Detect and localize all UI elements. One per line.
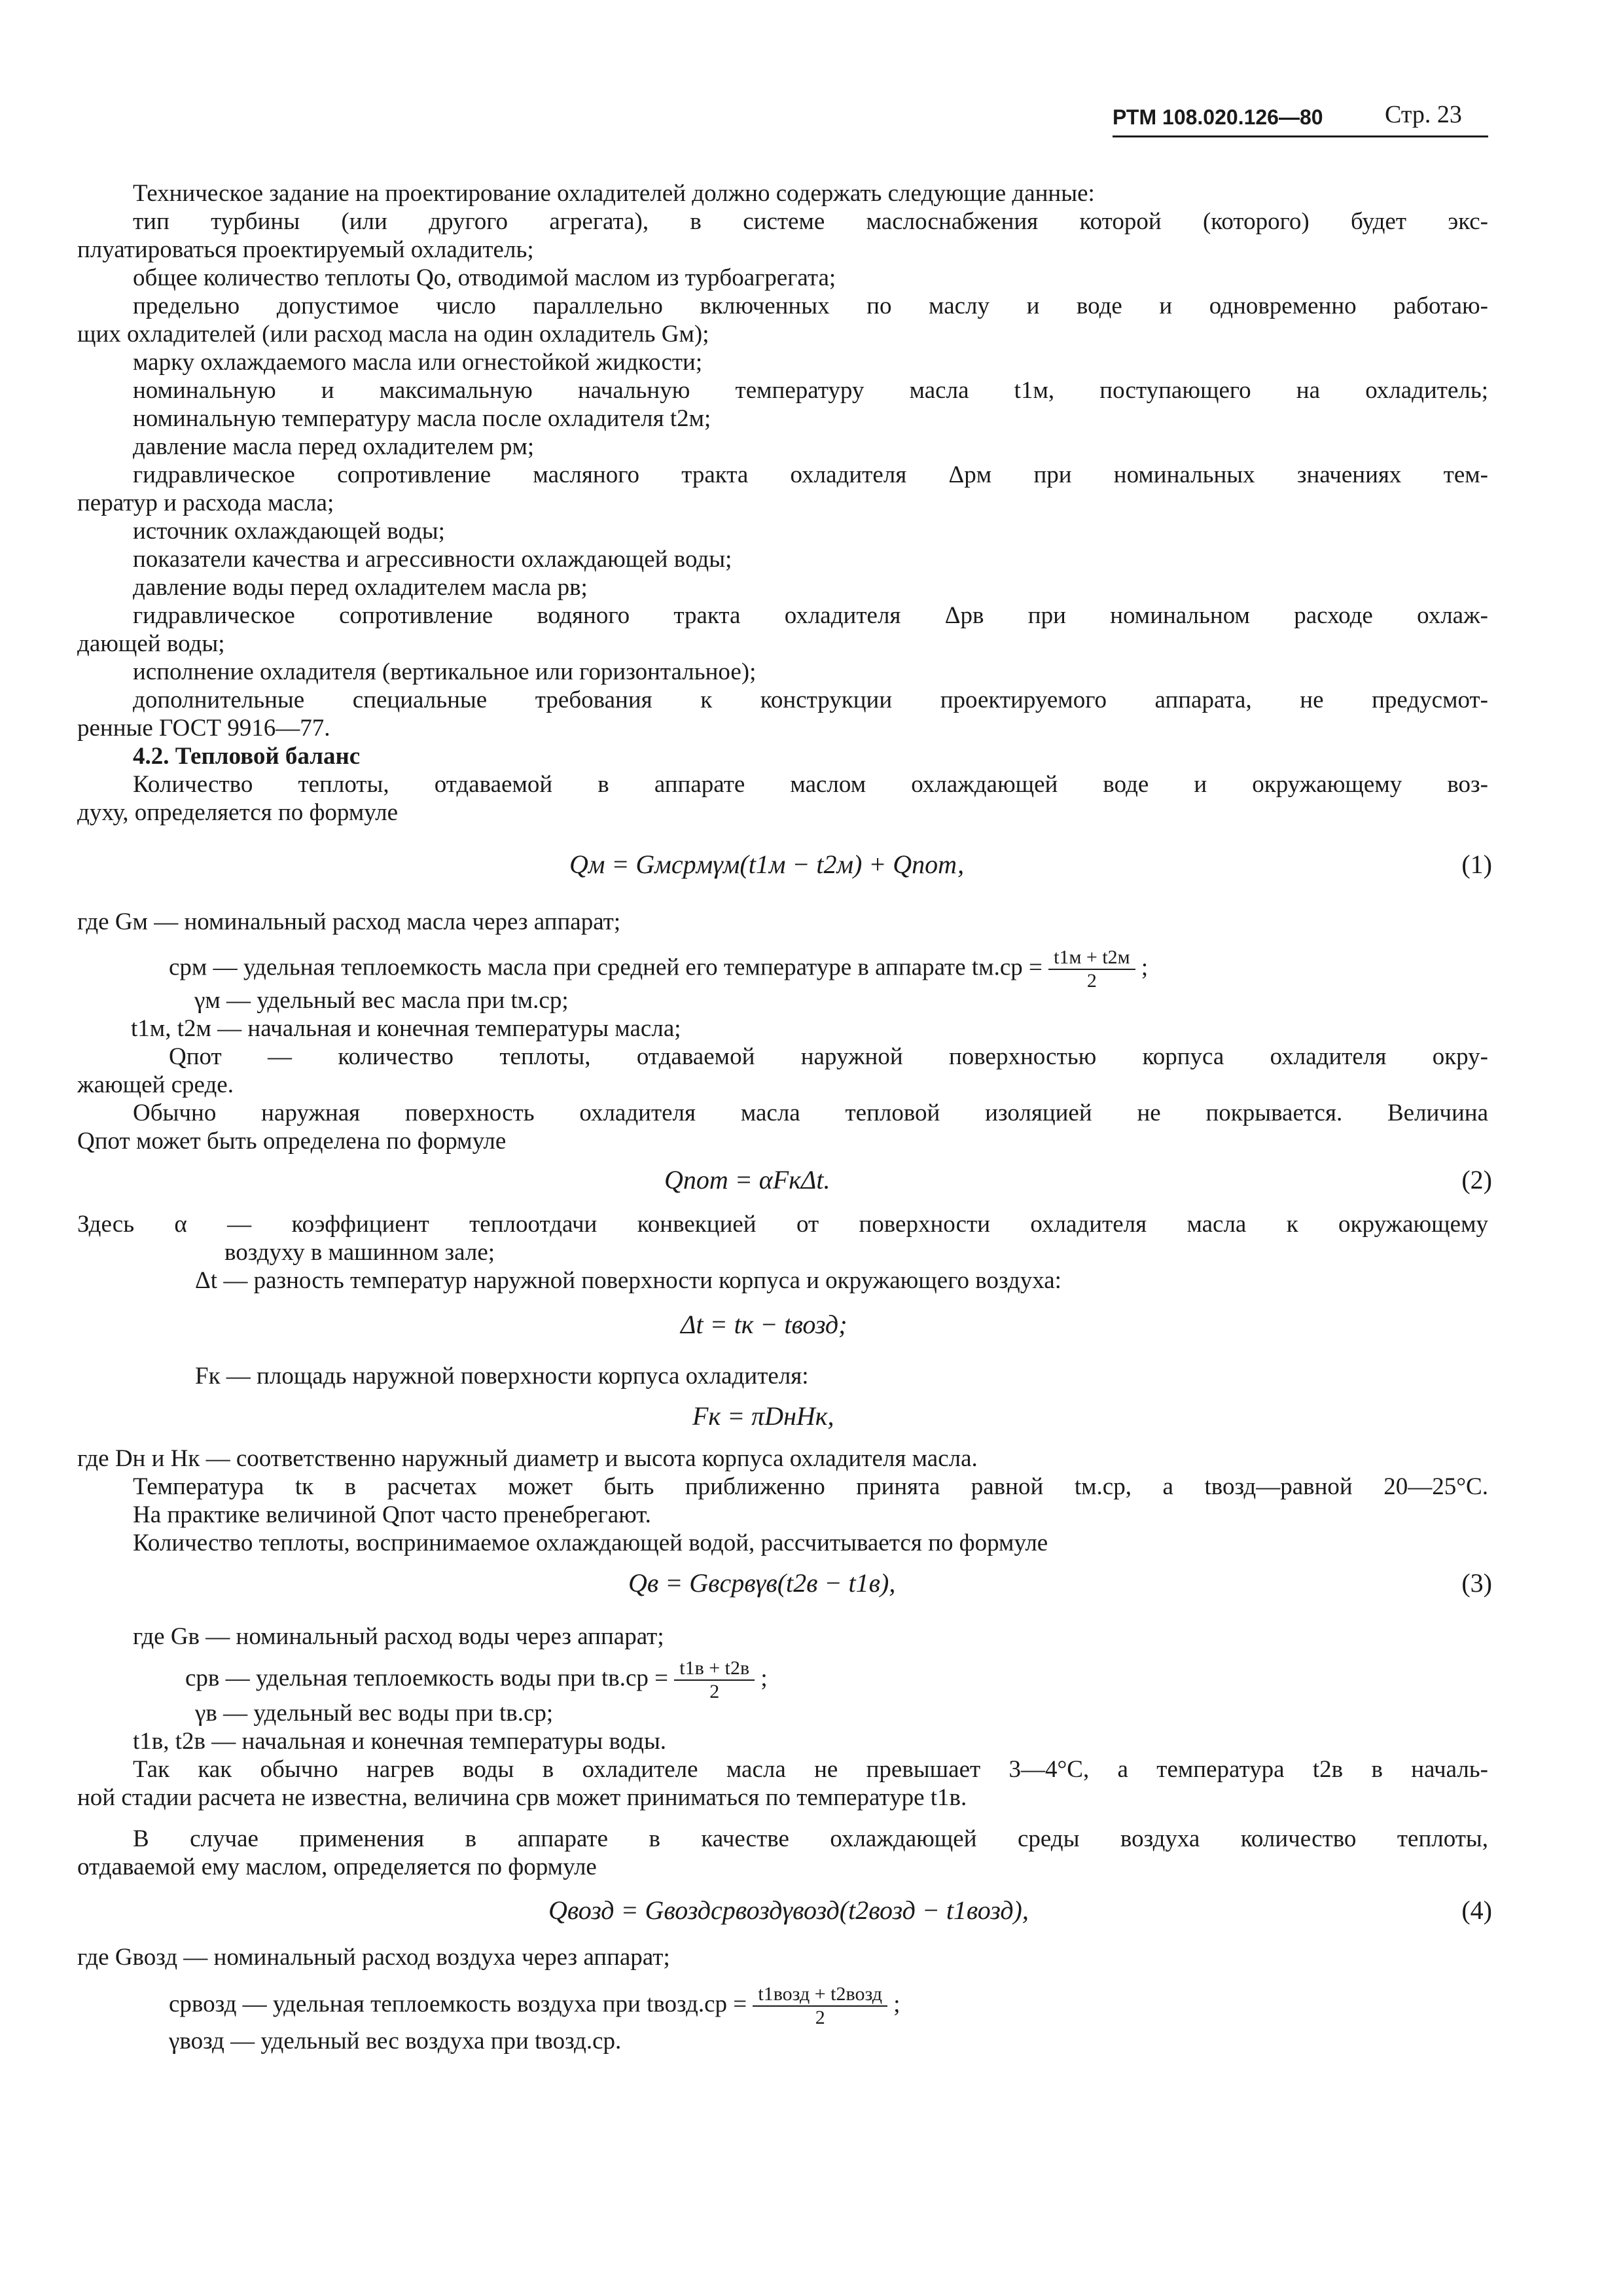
text-line: щих охладителей (или расход масла на один охладитель Gм); (77, 321, 709, 348)
text-line (169, 1983, 901, 2029)
equation-3: Qв = Gвcpвγв(t2в − t1в), (628, 1568, 896, 1598)
equation-1: Qм = Gмcpмγм(t1м − t2м) + Qпот, (569, 850, 965, 879)
text-line: Техническое задание на проектирование охладителей должно содержать следующие данные: (133, 180, 1095, 207)
text-line: ператур и расхода масла; (77, 490, 334, 516)
equation-number: (3) (1461, 1568, 1492, 1598)
fraction-numerator: t1возд + t2возд (753, 1983, 887, 2007)
text-line: дополнительные специальные требования к конструкции проектируемого аппарата, не предусмот- (133, 687, 1488, 713)
equation-dt: Δt = tк − tвозд; (681, 1310, 847, 1339)
text-line: источник охлаждающей воды; (133, 518, 445, 545)
text-line: ренные ГОСТ 9916—77. (77, 715, 330, 742)
equation-2: Qпот = αFкΔt. (664, 1165, 830, 1194)
equation-number: (1) (1461, 850, 1492, 879)
equation-number: (4) (1461, 1895, 1492, 1925)
text-line: духу, определяется по формуле (77, 799, 399, 826)
text-line: γвозд — удельный вес воздуха при tвозд.ср. (169, 2028, 622, 2054)
text-line: ной стадии расчета не известна, величина cpв может приниматься по температуре t1в. (77, 1784, 967, 1811)
text-line: тип турбины (или другого агрегата), в системе маслоснабжения которой (которого) будет экс- (133, 208, 1488, 235)
text-line: Так как обычно нагрев воды в охладителе масла не превышает 3—4°С, а температура t2в в началь- (133, 1756, 1488, 1783)
fraction-denominator: 2 (709, 1681, 720, 1702)
text-line: общее количество теплоты Qо, отводимой маслом из турбоагрегата; (133, 264, 836, 291)
text-line: Обычно наружная поверхность охладителя масла тепловой изоляцией не покрывается. Величина (133, 1100, 1488, 1126)
text-line: исполнение охладителя (вертикальное или горизонтальное); (133, 658, 757, 685)
text-line: дающей воды; (77, 630, 225, 657)
punctuation: ; (1141, 954, 1149, 981)
equation-number: (2) (1461, 1165, 1492, 1194)
text-line: В случае применения в аппарате в качестве охлаждающей среды воздуха количество теплоты, (133, 1825, 1488, 1852)
text-line: предельно допустимое число параллельно включенных по маслу и воде и одновременно работаю- (133, 293, 1488, 319)
text-line: Qпот — количество теплоты, отдаваемой наружной поверхностью корпуса охладителя окру- (169, 1043, 1488, 1070)
text-line: Fк — площадь наружной поверхности корпуса охладителя: (195, 1363, 809, 1390)
text-line: Температура tк в расчетах может быть приближенно принята равной tм.ср, а tвозд—равной 20—25°С. (133, 1473, 1488, 1500)
equation-4: Qвозд = Gвоздcpвоздγвозд(t2возд − t1возд), (548, 1895, 1029, 1925)
text-line: t1м, t2м — начальная и конечная температуры масла; (131, 1015, 681, 1042)
text-line: воздуху в машинном зале; (224, 1239, 495, 1266)
text-line: показатели качества и агрессивности охлаждающей воды; (133, 546, 732, 573)
text-line: плуатироваться проектируемый охладитель; (77, 236, 534, 263)
document-code: РТМ 108.020.126—80 (1113, 105, 1323, 129)
text-line: давление воды перед охладителем масла pв; (133, 574, 588, 601)
header-rule (1113, 135, 1488, 137)
text-line: где Gв — номинальный расход воды через аппарат; (133, 1623, 664, 1650)
text-line: давление масла перед охладителем pм; (133, 433, 535, 460)
definition-text: cpв — удельная теплоемкость воды при tв.ср = (185, 1664, 668, 1692)
punctuation: ; (893, 1990, 901, 2018)
fraction-denominator: 2 (815, 2007, 825, 2028)
definition-text: cpвозд — удельная теплоемкость воздуха при tвозд.ср = (169, 1990, 747, 2018)
text-line: Δt — разность температур наружной поверхности корпуса и окружающего воздуха: (195, 1267, 1061, 1294)
section-heading: 4.2. Тепловой баланс (133, 743, 361, 770)
punctuation: ; (760, 1664, 768, 1692)
text-line: t1в, t2в — начальная и конечная температуры воды. (133, 1728, 667, 1755)
text-line: жающей среде. (77, 1071, 234, 1098)
text-line: На практике величиной Qпот часто пренебрегают. (133, 1501, 651, 1528)
definition-text: cpм — удельная теплоемкость масла при средней его температуре в аппарате tм.ср = (169, 954, 1043, 981)
text-line: γм — удельный вес масла при tм.ср; (194, 987, 569, 1014)
fraction (1048, 946, 1135, 992)
text-line: Количество теплоты, отдаваемой в аппарате маслом охлаждающей воде и окружающему воз- (133, 771, 1488, 798)
fraction (753, 1983, 887, 2029)
text-line (185, 1657, 768, 1703)
text-line: отдаваемой ему маслом, определяется по формуле (77, 1854, 597, 1880)
text-line: Qпот может быть определена по формуле (77, 1128, 507, 1155)
text-line: где Gм — номинальный расход масла через аппарат; (77, 908, 621, 935)
text-line: номинальную и максимальную начальную температуру масла t1м, поступающего на охладитель; (133, 377, 1488, 404)
text-line: где Gвозд — номинальный расход воздуха через аппарат; (77, 1944, 670, 1971)
text-line: гидравлическое сопротивление водяного тракта охладителя Δpв при номинальном расходе охлаж- (133, 602, 1488, 629)
page-number: Стр. 23 (1385, 101, 1462, 128)
text-line: Количество теплоты, воспринимаемое охлаждающей водой, рассчитывается по формуле (133, 1530, 1048, 1556)
fraction-denominator: 2 (1086, 970, 1097, 992)
text-line: марку охлаждаемого масла или огнестойкой жидкости; (133, 349, 703, 376)
text-line: Здесь α — коэффициент теплоотдачи конвекцией от поверхности охладителя масла к окружающему (77, 1211, 1488, 1238)
text-line (169, 946, 1148, 992)
fraction (674, 1657, 755, 1703)
text-line: номинальную температуру масла после охладителя t2м; (133, 405, 711, 432)
text-line: γв — удельный вес воды при tв.ср; (195, 1700, 554, 1727)
text-line: гидравлическое сопротивление масляного тракта охладителя Δpм при номинальных значениях тем- (133, 461, 1488, 488)
fraction-numerator: t1м + t2м (1048, 946, 1135, 970)
fraction-numerator: t1в + t2в (674, 1657, 755, 1681)
equation-fk: Fк = πDнHк, (692, 1401, 834, 1431)
text-line: где Dн и Hк — соответственно наружный диаметр и высота корпуса охладителя масла. (77, 1445, 978, 1472)
